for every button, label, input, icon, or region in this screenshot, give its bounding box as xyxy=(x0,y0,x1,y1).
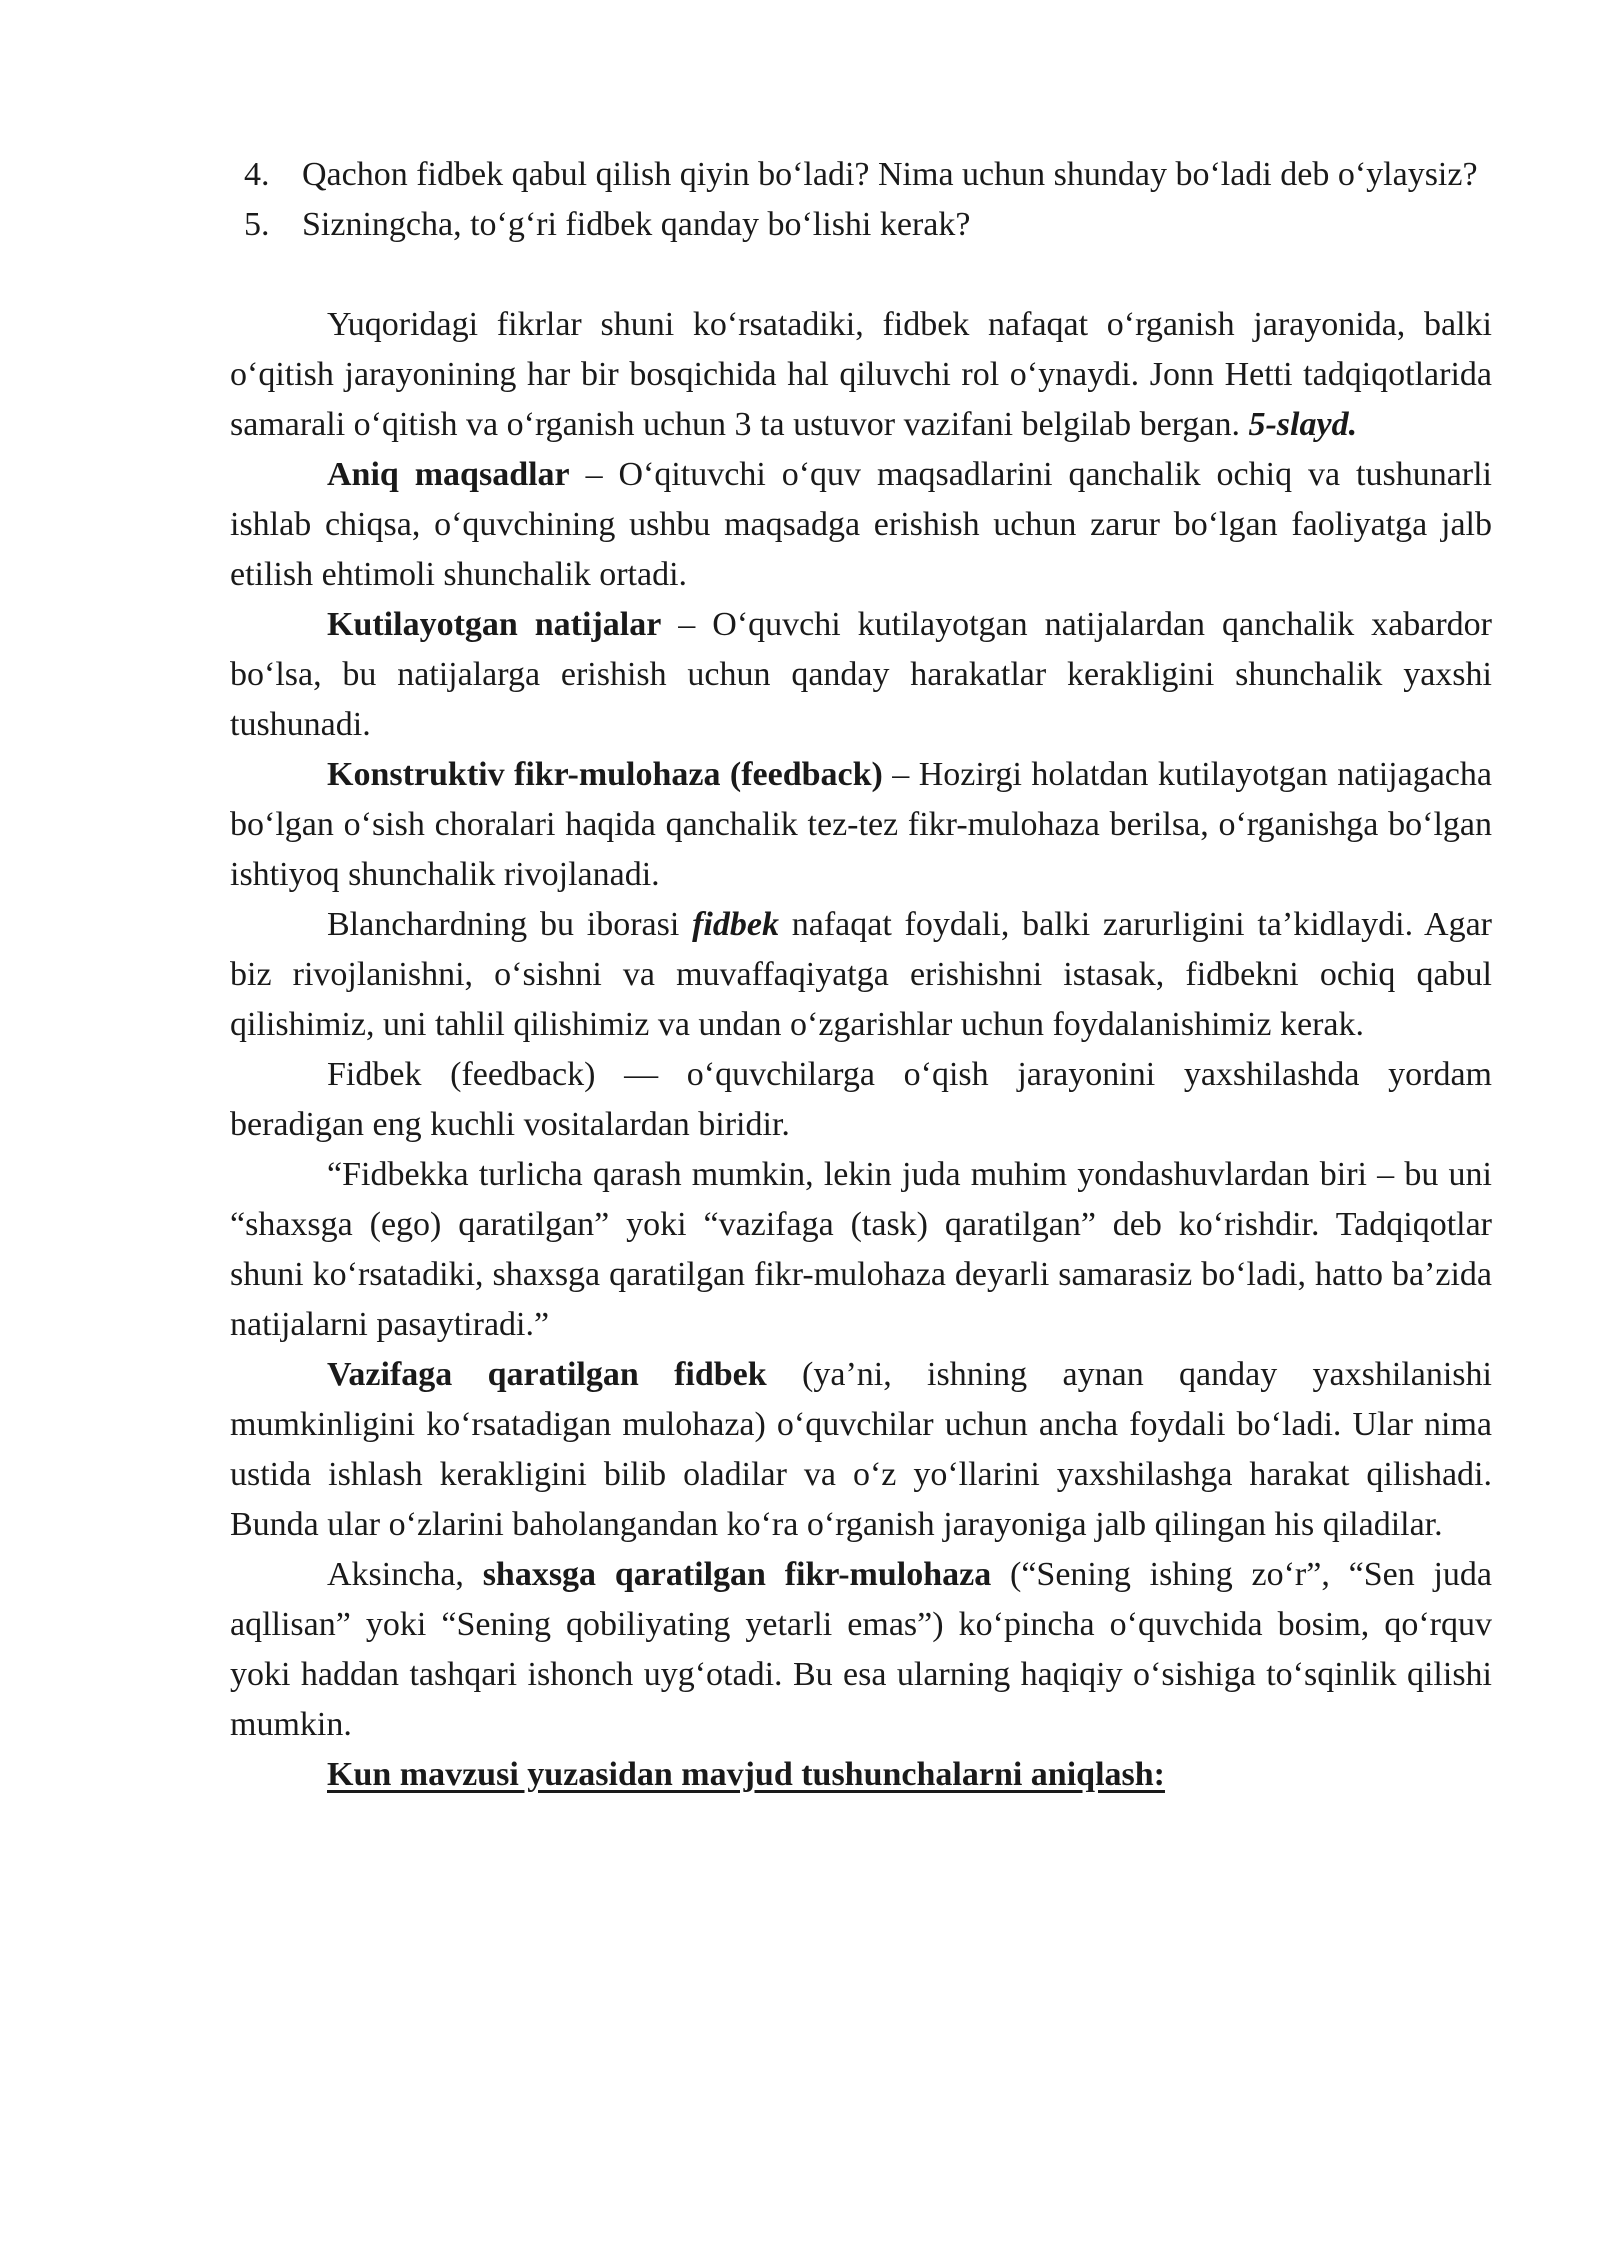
term-clear-goals: Aniq maqsadlar xyxy=(327,456,570,493)
list-item-number: 4. xyxy=(244,156,270,193)
document-page xyxy=(230,150,1492,1800)
paragraph-feedback-definition xyxy=(230,1050,1492,1150)
list-item xyxy=(230,200,1492,250)
term-expected-results: Kutilayotgan natijalar xyxy=(327,606,662,643)
paragraph-text: – Hozirgi holatdan kutilayotgan natijagacha bo‘lgan o‘sish choralari haqida qanchalik tez-tez fikr-mulohaza berilsa, o‘rganishga bo‘lgan ishtiyoq shunchalik rivojlanadi. xyxy=(230,756,1492,893)
section-heading xyxy=(230,1750,1492,1800)
paragraph-intro xyxy=(230,300,1492,450)
term-ego-feedback: shaxsga qaratilgan fikr-mulohaza xyxy=(482,1556,992,1593)
section-heading-text: Kun mavzusi yuzasidan mavjud tushunchalarni aniqlash: xyxy=(327,1756,1165,1793)
paragraph-text: (“Sening ishing zo‘r”, “Sen juda aqllisan” yoki “Sening qobiliyating yetarli emas”) ko‘pincha o‘quvchida bosim, qo‘rquv yoki haddan tashqari ishonch uyg‘otadi. Bu esa ularning haqiqiy o‘sishiga to‘sqinlik qilishi mumkin. xyxy=(230,1556,1492,1743)
term-fidbek: fidbek xyxy=(692,906,779,943)
paragraph-quote xyxy=(230,1150,1492,1350)
paragraph-clear-goals xyxy=(230,450,1492,600)
paragraph-blanchard xyxy=(230,900,1492,1050)
paragraph-text: nafaqat foydali, balki zarurligini ta’kidlaydi. Agar biz rivojlanishni, o‘sishni va muvaffaqiyatga erishishni istasak, fidbekni ochiq qabul qilishimiz, uni tahlil qilishimiz va undan o‘zgarishlar uchun foydalanishimiz kerak. xyxy=(230,906,1492,1043)
list-item xyxy=(230,150,1492,200)
question-list xyxy=(230,150,1492,250)
paragraph-text: “Fidbekka turlicha qarash mumkin, lekin juda muhim yondashuvlardan biri – bu uni “shaxsga (ego) qaratilgan” yoki “vazifaga (task) qaratilgan” deb ko‘rishdir. Tadqiqotlar shuni ko‘rsatadiki, shaxsga qaratilgan fikr-mulohaza deyarli samarasiz bo‘ladi, hatto ba’zida natijalarni pasaytiradi.” xyxy=(230,1156,1492,1343)
spacer xyxy=(230,250,1492,300)
paragraph-text: Aksincha, xyxy=(327,1556,483,1593)
paragraph-text: Blanchardning bu iborasi xyxy=(327,906,693,943)
list-item-text: Sizningcha, to‘g‘ri fidbek qanday bo‘lishi kerak? xyxy=(302,206,971,243)
list-item-number: 5. xyxy=(244,206,270,243)
paragraph-constructive-feedback xyxy=(230,750,1492,900)
paragraph-text: – O‘quvchi kutilayotgan natijalardan qanchalik xabardor bo‘lsa, bu natijalarga erishish uchun qanday harakatlar kerakligini shunchalik yaxshi tushunadi. xyxy=(230,606,1492,743)
term-task-feedback: Vazifaga qaratilgan fidbek xyxy=(327,1356,767,1393)
term-constructive-feedback: Konstruktiv fikr-mulohaza (feedback) xyxy=(327,756,883,793)
paragraph-text: – O‘qituvchi o‘quv maqsadlarini qanchalik ochiq va tushunarli ishlab chiqsa, o‘quvchining ushbu maqsadga erishish uchun zarur bo‘lgan faoliyatga jalb etilish ehtimoli shunchalik ortadi. xyxy=(230,456,1493,593)
paragraph-text: (ya’ni, ishning aynan qanday yaxshilanishi mumkinligini ko‘rsatadigan mulohaza) o‘quvchilar uchun ancha foydali bo‘ladi. Ular nima ustida ishlash kerakligini bilib oladilar va o‘z yo‘llarini yaxshilashga harakat qilishadi. Bunda ular o‘zlarini baholangandan ko‘ra o‘rganish jarayoniga jalb qilingan his qiladilar. xyxy=(230,1356,1492,1543)
paragraph-task-feedback xyxy=(230,1350,1492,1550)
paragraph-ego-feedback xyxy=(230,1550,1492,1750)
paragraph-expected-results xyxy=(230,600,1492,750)
paragraph-text: Fidbek (feedback) — o‘quvchilarga o‘qish jarayonini yaxshilashda yordam beradigan eng kuchli vositalardan biridir. xyxy=(230,1056,1492,1143)
slide-reference: 5-slayd. xyxy=(1248,406,1358,443)
paragraph-text: Yuqoridagi fikrlar shuni ko‘rsatadiki, fidbek nafaqat o‘rganish jarayonida, balki o‘qitish jarayonining har bir bosqichida hal qiluvchi rol o‘ynaydi. Jonn Hetti tadqiqotlarida samarali o‘qitish va o‘rganish uchun 3 ta ustuvor vazifani belgilab bergan. xyxy=(230,306,1492,443)
list-item-text: Qachon fidbek qabul qilish qiyin bo‘ladi? Nima uchun shunday bo‘ladi deb o‘ylaysiz? xyxy=(302,156,1478,193)
